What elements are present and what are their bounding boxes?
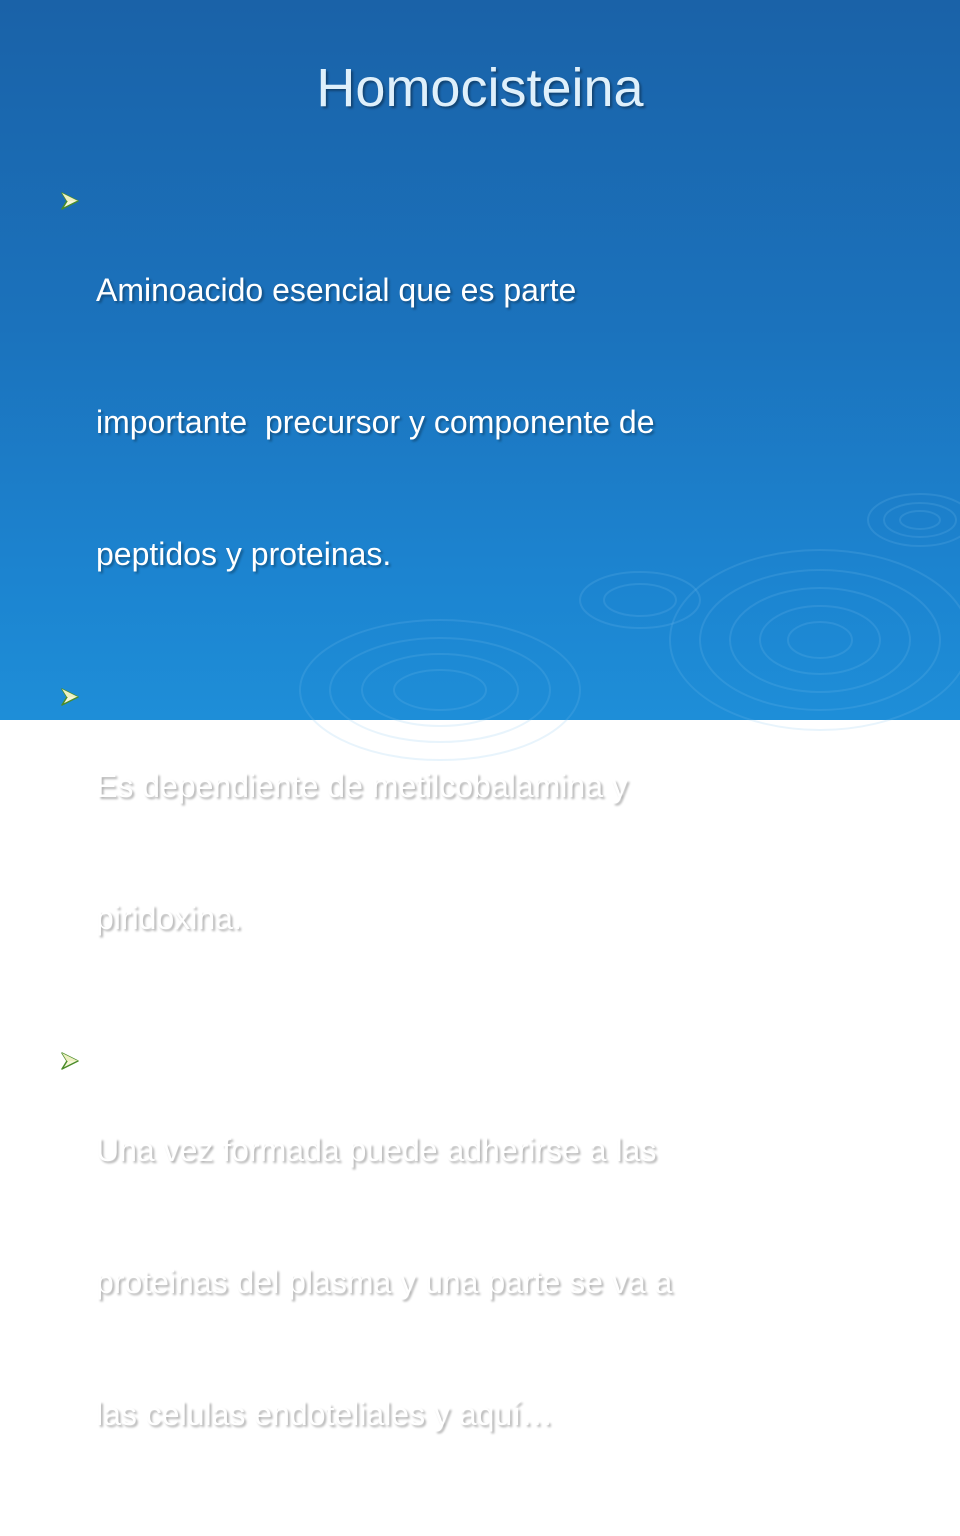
bullet-line: las celulas endoteliales y aquí… (96, 1396, 554, 1432)
arrowhead-bullet-icon (60, 1051, 80, 1071)
bullet-text (96, 676, 880, 1028)
bullet-line: Una vez formada puede adherirse a las (96, 1132, 657, 1168)
bullet-item (60, 180, 880, 664)
bullet-text (96, 1040, 880, 1524)
slide-title: Homocisteina (316, 58, 644, 118)
bullet-text (96, 180, 880, 664)
bullet-line: Es dependiente de metilcobalamina y (96, 768, 628, 804)
bullet-line: Aminoacido esencial que es parte (96, 272, 577, 308)
bullet-list (60, 180, 880, 1536)
bullet-item (60, 676, 880, 1028)
bullet-line: piridoxina. (96, 900, 242, 936)
bullet-line: proteinas del plasma y una parte se va a (96, 1264, 673, 1300)
bullet-item (60, 1040, 880, 1524)
arrowhead-bullet-icon (60, 687, 80, 707)
bullet-line: importante precursor y componente de (96, 404, 655, 440)
bullet-line: peptidos y proteinas. (96, 536, 392, 572)
arrowhead-bullet-icon (60, 191, 80, 211)
